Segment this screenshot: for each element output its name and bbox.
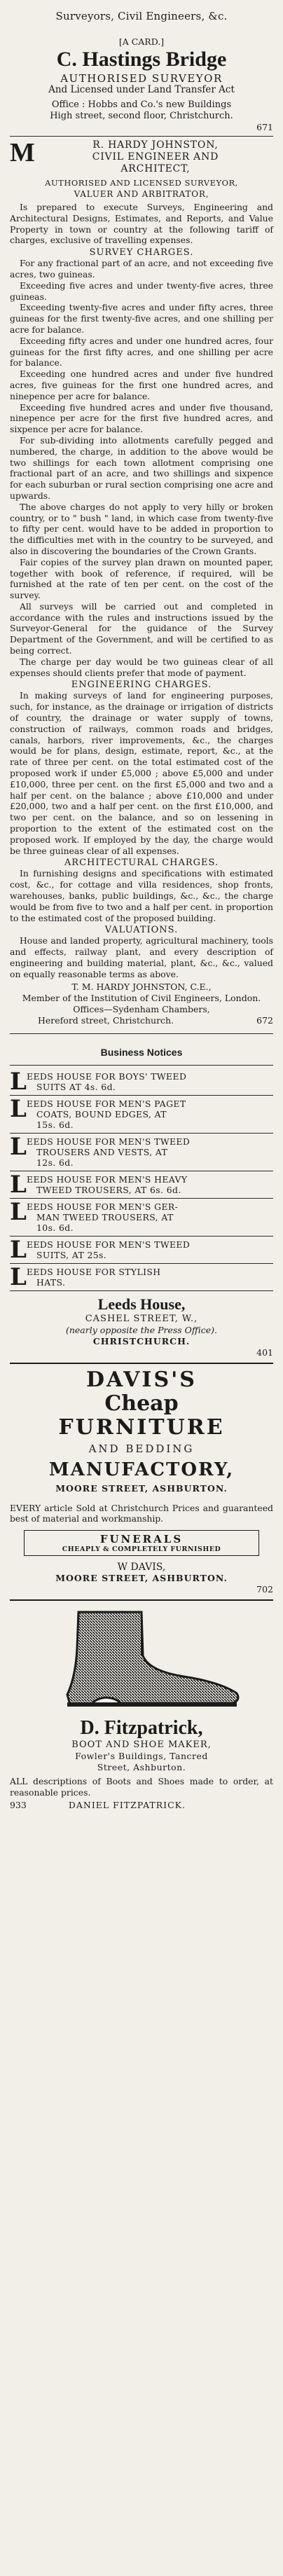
licensed-line: And Licensed under Land Transfer Act (48, 84, 235, 95)
davis-ad (10, 1368, 273, 1596)
survey-charges-paragraph: Exceeding five hundred acres and under five thousand, ninepence per acre for the first five hundred acres, and sixpence per acre for balance. (10, 401, 273, 435)
johnston-head-4: AUTHORISED AND LICENSED SURVEYOR, (45, 178, 238, 188)
drop-cap-m: M (10, 139, 35, 167)
ad-ref-number: 401 (256, 1346, 273, 1358)
survey-charges-paragraph: Fair copies of the survey plan drawn on mounted paper, together with book of reference, if required, will be furnished at the rate of ten per cent. on the cost of the survey. (10, 556, 273, 601)
leeds-notice-line: EEDS HOUSE FOR STYLISH (27, 1266, 161, 1277)
leeds-name: Leeds House, (97, 1295, 186, 1313)
fitzpatrick-signature: DANIEL FITZPATRICK. (68, 1799, 186, 1810)
johnston-head-1: R. HARDY JOHNSTON, (92, 139, 219, 151)
engineering-charges-paragraph: In making surveys of land for engineering purposes, such, for instance, as the drainage or irrigation of districts of country, the drainage or water supply of towns, construction of railways, common roads and bridges, canals, harbors, river improvements, &c., the charges would be for plans, design, estimate, report, &c., at the rate of three per cent. on the total estimated cost of the proposed work if under £5,000 ; above £5,000 and under £10,000, three per cent. on the first £5,000 and two and a half per cent. on the balance ; above £10,000 and under £20,000, two and a half per cent. on the first £10,000, and two per cent. on the balance, and so on lessening in proportion to the extent of the estimated cost on the proposed work. If employed by the day, the charge would be three guineas clear of all expenses. (10, 690, 273, 856)
advertiser-name: C. Hastings Bridge (56, 48, 227, 71)
architectural-charges-paragraph: In furnishing designs and specifications with estimated cost, &c., for cottage and villa residences, shop fronts, warehouses, banks, public buildings, &c., &c., the charge would be from five to two and a half per cent. in proportion to the estimated cost of the proposed building. (10, 868, 273, 923)
fitzpatrick-paragraph: ALL descriptions of Boots and Shoes made to order, at reasonable prices. (10, 1776, 273, 1798)
leeds-notice-line: EEDS HOUSE FOR MEN'S PAGET (27, 1098, 186, 1109)
leeds-town: CHRISTCHURCH. (92, 1335, 191, 1346)
office-line-1: Office : Hobbs and Co.'s new Buildings (51, 99, 232, 110)
fitzpatrick-ad (10, 1606, 273, 1811)
johnston-signature-2: Member of the Institution of Civil Engineers, London. (22, 992, 261, 1003)
drop-cap-l: L (10, 1235, 27, 1264)
leeds-notice-line: HATS. (36, 1276, 66, 1288)
leeds-notice-line: EEDS HOUSE FOR MEN'S TWEED (27, 1239, 191, 1250)
drop-cap-l: L (10, 1170, 27, 1199)
survey-charges-paragraph: For sub-dividing into allotments carefully pegged and numbered, the charge, in addition to the above would be two shillings for each town allotment comprising one fractional part of an acre, and two shillings and sixpence for each suburban or rural section comprising one acre and upwards. (10, 434, 273, 501)
survey-charges-paragraph: Exceeding one hundred acres and under five hundred acres, five guineas for the first one hundred acres, and ninepence per acre for balance. (10, 369, 273, 401)
survey-charges-paragraph: Exceeding twenty-five acres and under fifty acres, three guineas for the first twenty-five acres, and one shilling per acre for balance. (10, 302, 273, 335)
divider (10, 1065, 273, 1066)
leeds-notice-line: 10s. 6d. (36, 1222, 74, 1233)
fitzpatrick-line-3: Street, Ashburton. (97, 1762, 186, 1773)
hastings-ad (10, 36, 273, 133)
architectural-charges-title: ARCHITECTURAL CHARGES. (64, 857, 219, 869)
survey-charges-title: SURVEY CHARGES. (89, 247, 194, 259)
johnston-head-5: VALUER AND ARBITRATOR, (74, 189, 209, 199)
leeds-notice-line: MAN TWEED TROUSERS, AT (36, 1211, 174, 1222)
drop-cap-l: L (10, 1132, 27, 1161)
leeds-notice-line: EEDS HOUSE FOR MEN'S TWEED (27, 1136, 191, 1147)
ad-ref-number: 671 (256, 122, 273, 132)
boot-icon (36, 1606, 247, 1711)
leeds-notice-line: EEDS HOUSE FOR MEN'S HEAVY (27, 1173, 188, 1185)
leeds-house-ad (10, 1068, 273, 1358)
davis-street: MOORE STREET, ASHBURTON. (55, 1482, 228, 1494)
leeds-street: CASHEL STREET, W., (85, 1313, 198, 1324)
leeds-notice-item (10, 1134, 273, 1171)
survey-charges-paragraph: Exceeding fifty acres and under one hundred acres, four guineas for the first fifty acres, and one shilling per acre for balance. (10, 335, 273, 369)
leeds-notice-line: TROUSERS AND VESTS, AT (36, 1146, 168, 1157)
divider (10, 1033, 273, 1034)
davis-paragraph: EVERY article Sold at Christchurch Prices and guaranteed best of material and workmanship. (10, 1502, 273, 1524)
divider (10, 1599, 273, 1601)
leeds-notice-line: SUITS AT 4s. 6d. (36, 1081, 116, 1092)
drop-cap-l: L (10, 1094, 27, 1123)
leeds-notice-item (10, 1237, 273, 1264)
authorised-line: AUTHORISED SURVEYOR (60, 72, 223, 85)
newspaper-column (10, 0, 273, 1811)
davis-signature-street: MOORE STREET, ASHBURTON. (55, 1573, 228, 1584)
divider (10, 136, 273, 137)
johnston-signature-4: Hereford street, Christchurch. (38, 1014, 174, 1026)
engineering-charges-title: ENGINEERING CHARGES. (71, 680, 212, 691)
survey-charges-body (10, 258, 273, 678)
johnston-head-3: ARCHITECT, (120, 163, 191, 174)
section-heading: Surveyors, Civil Engineers, &c. (55, 10, 228, 22)
divider (10, 1363, 273, 1364)
leeds-notice-item (10, 1068, 273, 1096)
davis-signature: W DAVIS, (117, 1562, 166, 1573)
fitzpatrick-line-1: BOOT AND SHOE MAKER, (71, 1740, 212, 1751)
drop-cap-l: L (10, 1262, 27, 1291)
leeds-notice-item (10, 1096, 273, 1134)
davis-cheap: Cheap (104, 1391, 179, 1416)
johnston-signature-1: T. M. HARDY JOHNSTON, C.E., (71, 981, 212, 992)
davis-name: DAVIS'S (86, 1367, 197, 1392)
funerals-title: FUNERALS (99, 1533, 184, 1546)
drop-cap-l: L (10, 1197, 27, 1226)
business-notices-title: Business Notices (100, 1046, 183, 1058)
leeds-notice-line: 12s. 6d. (36, 1157, 74, 1168)
leeds-notice-item (10, 1171, 273, 1199)
survey-charges-paragraph: The above charges do not apply to very hilly or broken country, or to " bush " land, in which case from twenty-five to fifty per cent. would have to be added in proportion to the difficulties met with in the country to be surveyed, and also in discovering the boundaries of the Crown Grants. (10, 501, 273, 556)
leeds-notice-line: EEDS HOUSE FOR MEN'S GER- (27, 1201, 179, 1212)
johnston-head-2: CIVIL ENGINEER AND (92, 151, 219, 163)
valuations-paragraph: House and landed property, agricultural machinery, tools and effects, railway plant, and every description of engineering and building material, plant, &c., &c., valued on equally reasonable terms as above. (10, 935, 273, 979)
ad-ref-number: 672 (256, 1014, 273, 1026)
davis-furniture: FURNITURE (58, 1414, 225, 1440)
leeds-notice-item (10, 1264, 273, 1291)
ad-ref-number: 933 (10, 1799, 27, 1810)
johnston-intro: Is prepared to execute Surveys, Engineering and Architectural Designs, Estimates, and Reports, and Value Property in town or country at the following tariff of charges, exclusive of travelling expenses. (10, 202, 273, 246)
leeds-notice-line: 15s. 6d. (36, 1119, 74, 1130)
drop-cap-l: L (10, 1067, 27, 1096)
valuations-body (10, 935, 273, 979)
davis-manufactory: MANUFACTORY, (48, 1459, 235, 1480)
survey-charges-paragraph: All surveys will be carried out and completed in accordance with the rules and instructions issued by the Surveyor-General for the guidance of the Survey Department of the Government, and will be certified to as being correct. (10, 600, 273, 656)
ad-ref-number: 702 (256, 1584, 273, 1595)
leeds-notice-line: EEDS HOUSE FOR BOYS' TWEED (27, 1070, 187, 1082)
funerals-subtitle: CHEAPLY & COMPLETELY FURNISHED (62, 1545, 221, 1554)
survey-charges-paragraph: Exceeding five acres and under twenty-five acres, three guineas. (10, 280, 273, 302)
office-line-2: High street, second floor, Christchurch. (50, 111, 233, 121)
architectural-charges-body (10, 868, 273, 923)
fitzpatrick-line-2: Fowler's Buildings, Tancred (75, 1751, 208, 1762)
valuations-title: VALUATIONS. (104, 925, 179, 936)
leeds-notice-line: COATS, BOUND EDGES, AT (36, 1108, 167, 1120)
leeds-notice-item (10, 1199, 273, 1237)
leeds-notice-line: SUITS, AT 25s. (36, 1249, 107, 1260)
card-label: [A CARD.] (118, 36, 165, 47)
funerals-box (24, 1530, 259, 1556)
leeds-opposite: (nearly opposite the Press Office). (65, 1324, 218, 1335)
leeds-items (10, 1068, 273, 1291)
survey-charges-paragraph: For any fractional part of an acre, and not exceeding five acres, two guineas. (10, 258, 273, 280)
engineering-charges-body (10, 690, 273, 856)
leeds-notice-line: TWEED TROUSERS, AT 6s. 6d. (36, 1184, 181, 1195)
johnston-ad (10, 139, 273, 1026)
fitzpatrick-name: D. Fitzpatrick, (80, 1717, 203, 1740)
davis-and-bedding: AND BEDDING (88, 1442, 195, 1455)
survey-charges-paragraph: The charge per day would be two guineas clear of all expenses should clients prefer that mode of payment. (10, 656, 273, 678)
johnston-signature-3: Offices—Sydenham Chambers, (73, 1003, 210, 1014)
